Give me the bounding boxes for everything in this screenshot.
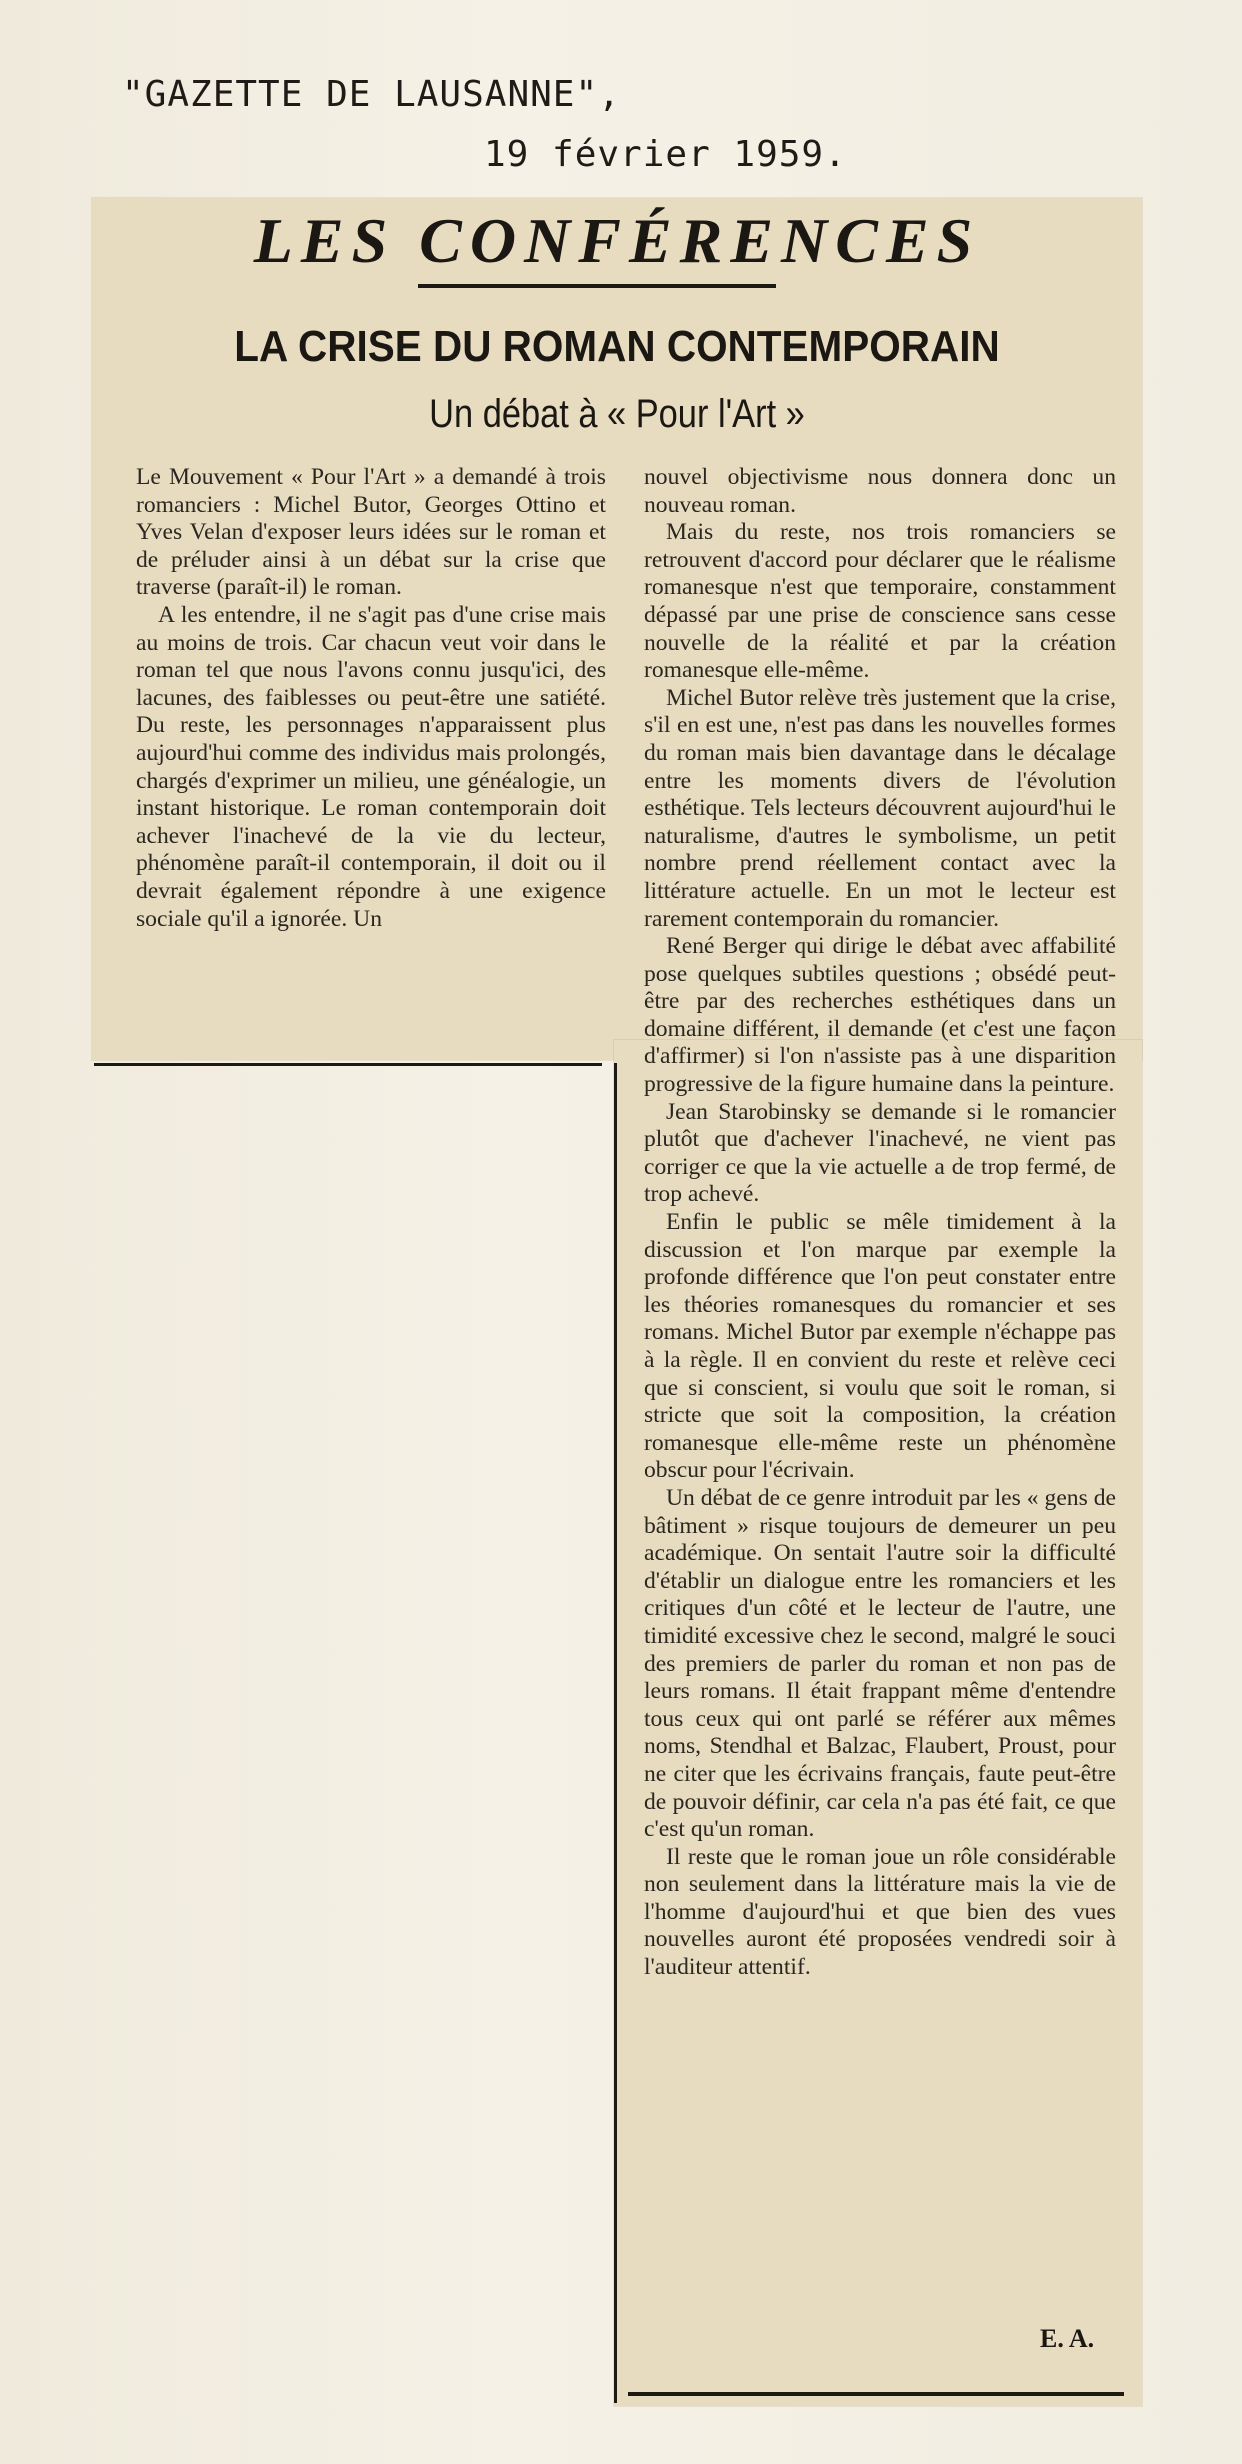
section-title: LES CONFÉRENCES [253, 205, 981, 276]
paragraph: Mais du reste, nos trois romanciers se retrouvent d'accord pour déclarer que le réalisme romanesque n'est que temporaire, constamment dépassé par une prise de conscience sans cesse nouvelle de la réalité et par la création romanesque elle-même. [644, 519, 1116, 684]
left-column [136, 464, 606, 933]
right-column [644, 464, 1116, 1982]
paragraph: Le Mouvement « Pour l'Art » a demandé à trois romanciers : Michel Butor, Georges Ottino et Yves Velan d'exposer leurs idées sur le roman et de préluder ainsi à un débat sur la crise que traverse (paraît-il) le roman. [136, 464, 606, 601]
paragraph: René Berger qui dirige le débat avec affabilité pose quelques subtiles questions ; obsédé peut-être par des recherches esthétiques dans un domaine différent, il demande (et c'est une façon d'affirmer) si l'on n'assiste pas à une disparition progressive de la figure humaine dans la peinture. [644, 933, 1116, 1098]
paragraph: Enfin le public se mêle timidement à la discussion et l'on marque par exemple la profonde différence que l'on peut constater entre les théories romanesques du romancier et ses romans. Michel Butor par exemple n'échappe pas à la règle. Il en convient du reste et relève ceci que si conscient, si voulu que soit le roman, si stricte que soit la composition, la création romanesque elle-même reste un phénomène obscur pour l'écrivain. [644, 1209, 1116, 1484]
paragraph: Il reste que le roman joue un rôle considérable non seulement dans la littérature mais la vie de l'homme d'aujourd'hui et que bien des vues nouvelles auront été proposées vendredi soir à l'auditeur attentif. [644, 1843, 1116, 1981]
section-rule [418, 284, 776, 288]
clipping-date: 19 février 1959. [484, 134, 847, 175]
article-end-rule [628, 2392, 1124, 2396]
paragraph: Michel Butor relève très justement que la crise, s'il en est une, n'est pas dans les nouvelles formes du roman mais bien davantage dans le décalage entre les moments divers de l'évolution esthétique. Tels lecteurs découvrent aujourd'hui le naturalisme, d'autres le symbolisme, un petit nombre prend réellement contact avec la littérature actuelle. En un mot le lecteur est rarement contemporain du romancier. [644, 684, 1116, 932]
paragraph: Jean Starobinsky se demande si le romancier plutôt que d'achever l'inachevé, ne vient pas corriger ce que la vie actuelle a de trop fermé, de trop achevé. [644, 1098, 1116, 1208]
paragraph: A les entendre, il ne s'agit pas d'une crise mais au moins de trois. Car chacun veut voir dans le roman tel que nous l'avons connu jusqu'ici, des lacunes, des faiblesses ou peut-être une satiété. Du reste, les personnages n'apparaissent plus aujourd'hui comme des individus mais prolongés, chargés d'exprimer un milieu, une généalogie, un instant historique. Le roman contemporain doit achever l'inachevé de la vie du lecteur, phénomène paraît-il contemporain, il doit ou il devrait également répondre à une exigence sociale qu'il a ignorée. Un [136, 601, 606, 932]
column-divider [614, 1063, 617, 2403]
paragraph: Un débat de ce genre introduit par les « gens de bâtiment » risque toujours de demeurer un peu académique. On sentait l'autre soir la difficulté d'établir un dialogue entre les romanciers et les critiques d'un côté et le lecteur de l'autre, une timidité excessive chez le second, malgré le souci des premiers de parler du roman et non pas de leurs romans. Il était frappant même d'entendre tous ceux qui ont parlé se référer aux mêmes noms, Stendhal et Balzac, Flaubert, Proust, pour ne citer que les écrivains français, faute peut-être de pouvoir définir, car cela n'a pas été fait, ce que c'est qu'un roman. [644, 1484, 1116, 1843]
newspaper-source: "GAZETTE DE LAUSANNE", [122, 74, 621, 115]
column-end-rule [94, 1063, 602, 1066]
article-subheadline: Un débat à « Pour l'Art » [429, 392, 805, 436]
author-signature: E. A. [1040, 2324, 1095, 2353]
article-headline: LA CRISE DU ROMAN CONTEMPORAIN [234, 322, 1000, 371]
paragraph: nouvel objectivisme nous donnera donc un nouveau roman. [644, 464, 1116, 518]
